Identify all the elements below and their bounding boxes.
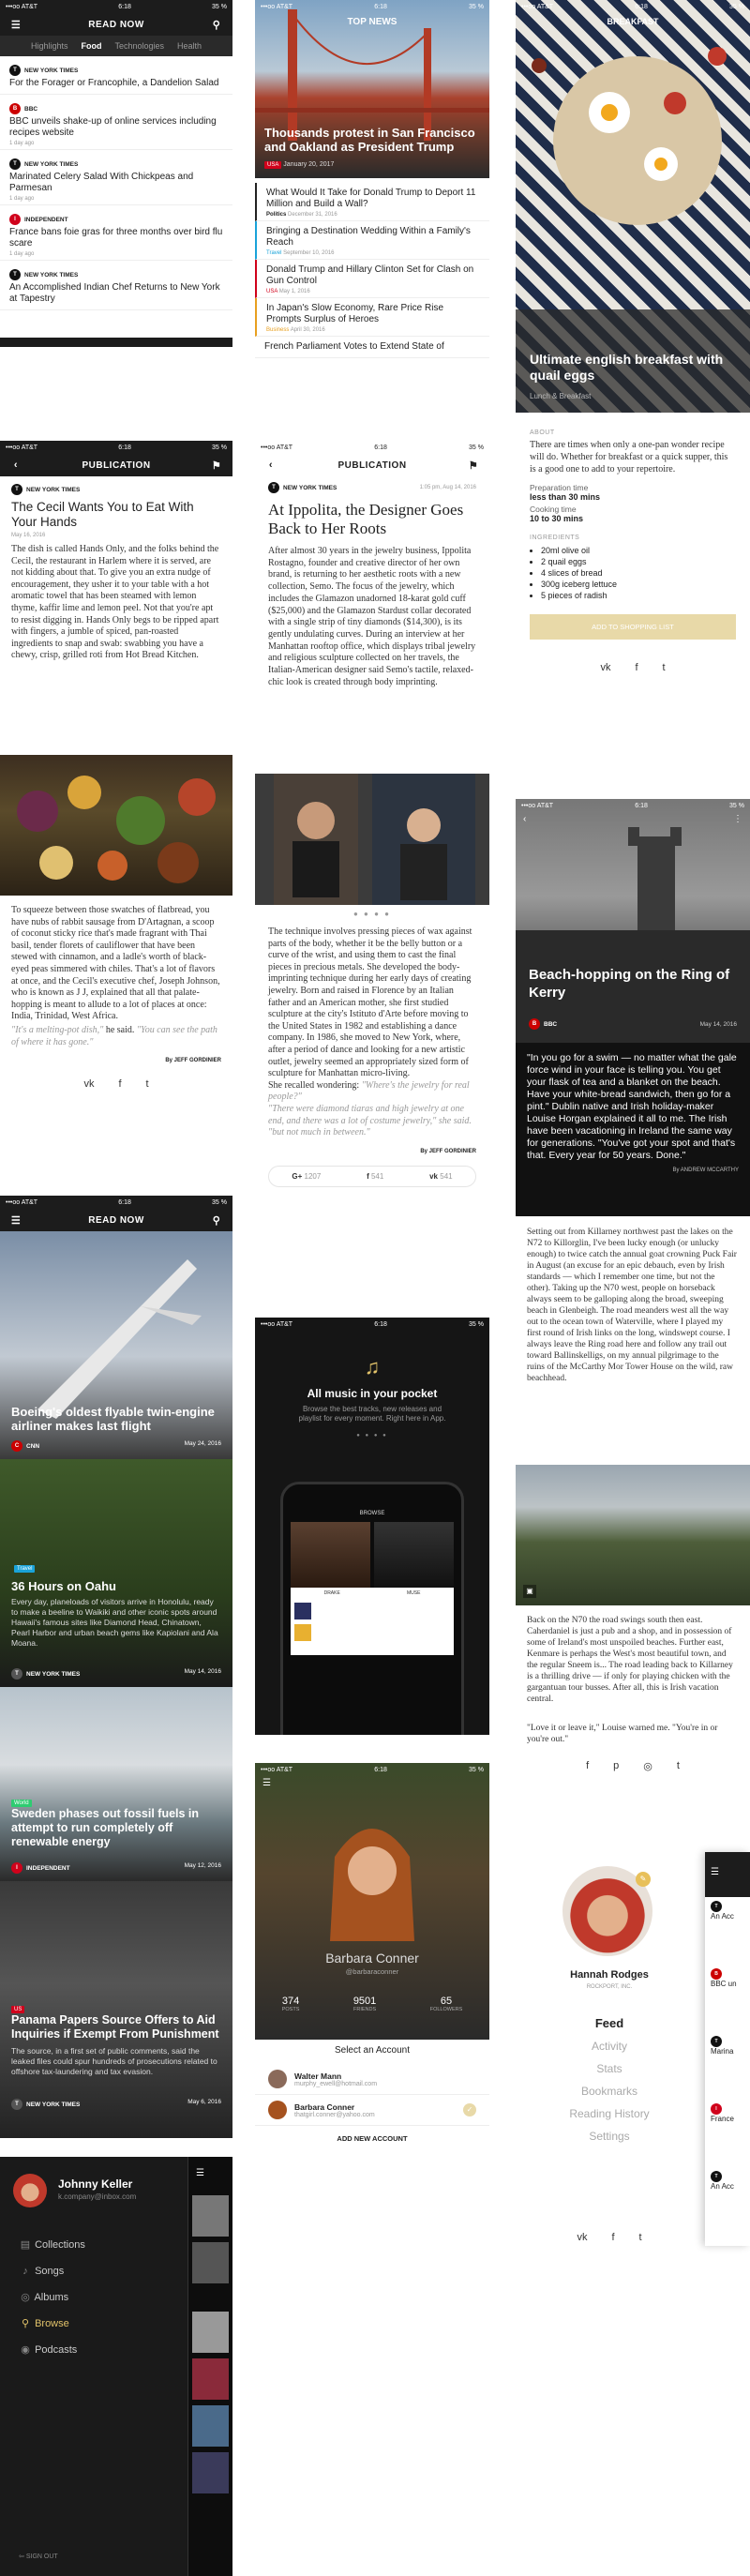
quote-block: "In you go for a swim — no matter what the gale force wind in your face is telling you. You get your flask of tea and a blanket on the beach. Have your white-bread sandwich, then go for a pint." Dublin native and Irish holiday-maker Louise Horgan explained it all to me. The Irish have been vacationing in Ireland the same way for generations. "You've got your spot and that's that. Every year for 50 years. Done." By ANDREW MCCARTHY: [516, 1043, 750, 1216]
album-art[interactable]: [192, 2358, 229, 2400]
sign-out-button[interactable]: ⇦ SIGN OUT: [19, 2553, 58, 2560]
list-item[interactable]: Bringing a Destination Wedding Within a Family's Reach Travel September 10, 2016: [255, 221, 489, 260]
menu-icon[interactable]: ☰: [196, 2168, 204, 2178]
screen-peek-list: [705, 1852, 750, 2246]
screen-publication-ippolita: •••oo AT&T 6:18 35 % ‹ PUBLICATION ⚑ T NEW YORK TIMES 1:05 pm, Aug 14, 2016 At Ippolita, the Designer Goes Back to Her Roots After almost 30 years in the jewelry business, Ippolita Rostagno, founder and creative director of her own brand, is returning to her aesthetic roots with a new collection, Semo. The focus of the jewelry, which includes the Glamazon unadorned 18-karat gold cuff ($25,000) and the Glamazon Stardust collar decorated with a single strip of tiny diamonds ($14,300), is its gently undulating curves. During an interview at her Manhattan rooftop office, which displays tribal jewelry and religious sculpture collected on her travels, the Italian-American designer said Semo's tactile, relaxed-chic look is created through body imprinting. ● ● ● ● The technique involves pressing pieces of wax against parts of the body, whether it be the belly button or a curve of the wrist, and using them to cast the final pieces in precious metals. She developed the body-imprinting technique during her early days of creating jewelry. Born and raised in Florence by an Italian father and an American mother, she first studied sculpture at the city's Istituto d'Arte before moving to the United States in 1982 and establishing a dance company. In 1986, she moved to New York, where, after a period of dance and looking for a new artistic outlet, jewelry seemed an appropriately sized form of sculpture for Manhattan micro-living. She recalled wondering: "Where's the jewelry for real people?" "There were diamond tiaras and high jewelry at one end, and there was a lot of costume jewelry," she said. "but not much in between." By JEFF GORDINIER G+ 1207 f 541 vk 541: [255, 441, 489, 1275]
album-strip: [188, 2157, 232, 2576]
menu-item-activity[interactable]: Activity: [591, 2040, 627, 2053]
menu-item-bookmarks[interactable]: Bookmarks: [580, 2085, 638, 2098]
list-item[interactable]: In Japan's Slow Economy, Rare Price Rise Prompts Surplus of Heroes Business April 30, 2016: [255, 298, 489, 337]
breakfast-illustration: [516, 0, 750, 413]
list-item[interactable]: Donald Trump and Hillary Clinton Set for Clash on Gun Control USA May 1, 2016: [255, 260, 489, 298]
album-art[interactable]: [192, 2195, 229, 2237]
pinterest-icon[interactable]: p: [613, 1760, 620, 1771]
list-item[interactable]: T NEW YORK TIMES An Accomplished Indian Chef Returns to New York at Tapestry: [0, 261, 232, 310]
page-title: READ NOW: [88, 19, 144, 30]
screen-profile-menu: ✎ Hannah Rodges ROCKPORT, INC. Feed Activity Stats Bookmarks Reading History Settings vk f t: [516, 1838, 703, 2269]
screen-account-select: •••oo AT&T 6:18 35 % ☰ Barbara Conner @barbaraconner 374 POSTS 9501 FRIENDS 65 FOLLOWERS Select an Account Walter Mann murphy_ewell@hotmail.com Barbara Conner thatgirl.conner@yahoo.com ✓ ADD NEW ACCOUNT: [255, 1763, 489, 2180]
share-bar: [11, 1069, 221, 1099]
track-row[interactable]: Coloring Book: [294, 1624, 450, 1641]
list-item[interactable]: What Would It Take for Donald Trump to Deport 11 Million and Build a Wall? Politics December 31, 2016: [255, 183, 489, 221]
bbc-logo-icon: B: [9, 103, 21, 114]
edit-icon[interactable]: ✎: [636, 1872, 651, 1887]
facebook-share[interactable]: f 541: [367, 1171, 384, 1181]
album-art[interactable]: [192, 2312, 229, 2353]
onboarding-pager[interactable]: ● ● ● ●: [356, 1433, 388, 1439]
collections-icon: ▤: [20, 2239, 31, 2251]
screen-read-now-cards: •••oo AT&T 6:18 35 % ☰ READ NOW ⚲ Boeing's oldest flyable twin-engine airliner makes last flight C CNN May 24, 2016 Travel 36 Hours on Oahu Every day, planeloads of visitors arrive in Honolulu, ready to make a beeline to Waikiki and other iconic spots around Hawaii's famous sites like Diamond Head, Chinatown, Pearl Harbor and urban beach gems like Kapiolani and Ala Moana. T NEW YORK TIMES May 14, 2016 World Sweden phases out fossil fuels in attempt to run completely off renewable energy I INDEPENDENT May 12, 2016 US Panama Papers Source Offers to Aid Inquiries if Exempt From Punishment The source, in a first set of public comments, said the leaked files could spur hundreds of prosecutions related to offshore tax-laundering and tax evasion. T NEW YORK TIMES May 6, 2016: [0, 1196, 232, 2138]
nyt-logo-icon: T: [9, 158, 21, 170]
list-item[interactable]: I INDEPENDENT France bans foie gras for three months over bird flu scare 1 day ago: [0, 205, 232, 261]
menu-icon[interactable]: ☰: [10, 1214, 22, 1227]
add-to-shopping-list-button[interactable]: ADD TO SHOPPING LIST: [530, 614, 736, 640]
more-icon[interactable]: ⋮: [733, 814, 742, 824]
vk-share[interactable]: vk 541: [429, 1171, 453, 1181]
nyt-logo-icon: T: [9, 269, 21, 280]
menu-item-songs[interactable]: ♪ Songs: [19, 2258, 85, 2284]
castle-image: •••oo AT&T 6:18 35 % ‹ ⋮ Beach-hopping on the Ring of Kerry B BBC May 14, 2016: [516, 799, 750, 1043]
nyt-logo-icon: T: [9, 65, 21, 76]
screen-recipe: [516, 0, 750, 778]
top-bar: [0, 13, 232, 36]
category-tabs: [0, 36, 232, 56]
note-icon: ♪: [22, 2266, 28, 2277]
profile-name: Barbara Conner: [325, 1951, 419, 1966]
profile-stats: 374 POSTS 9501 FRIENDS 65 FOLLOWERS: [281, 1996, 463, 2012]
menu-item-albums[interactable]: ◎ Albums: [19, 2284, 85, 2311]
page-title: PUBLICATION: [82, 459, 151, 471]
account-item[interactable]: Walter Mann murphy_ewell@hotmail.com: [255, 2064, 489, 2095]
screen-read-now: [0, 0, 232, 347]
gallery-pager[interactable]: ● ● ● ●: [353, 910, 391, 918]
profile-name: Johnny Keller: [58, 2177, 133, 2191]
bbc-logo-icon: B: [529, 1018, 540, 1030]
page-title: TOP NEWS: [347, 17, 398, 27]
page-title: READ NOW: [88, 1214, 144, 1226]
screen-side-menu: Johnny Keller k.company@inbox.com ☰ ▤ Collections ♪ Songs ◎ Albums ⚲ Browse ◉ Podcasts ⇦ SIGN OUT: [0, 2157, 232, 2576]
album-art[interactable]: [374, 1522, 454, 1588]
recipe-title: Ultimate english breakfast with quail eggs: [530, 352, 724, 383]
cnn-logo-icon: C: [11, 1440, 22, 1452]
account-item[interactable]: Barbara Conner thatgirl.conner@yahoo.com ✓: [255, 2095, 489, 2126]
nyt-logo-icon: T: [268, 482, 279, 493]
twitter-icon[interactable]: t: [662, 662, 666, 673]
check-icon: ✓: [463, 2103, 476, 2117]
twitter-icon[interactable]: t: [145, 1078, 149, 1091]
nyt-logo-icon: T: [11, 1668, 22, 1680]
news-card[interactable]: US Panama Papers Source Offers to Aid Inquiries if Exempt From Punishment The source, in a first set of public comments, said the leaked files could spur hundreds of prosecutions related to offshore tax-laundering and tax evasion. T NEW YORK TIMES May 6, 2016: [0, 1881, 232, 2138]
music-note-icon: ♫: [364, 1355, 381, 1378]
share-bar: [530, 653, 736, 683]
facebook-icon[interactable]: f: [635, 662, 638, 673]
share-bar: [527, 1751, 739, 1779]
menu-item-podcasts[interactable]: ◉ Podcasts: [19, 2337, 85, 2363]
category-label: BREAKFAST: [607, 17, 659, 26]
add-account-button[interactable]: ADD NEW ACCOUNT: [337, 2134, 408, 2143]
list-item[interactable]: T An Acc: [711, 1901, 744, 1968]
page-title: PUBLICATION: [338, 459, 407, 471]
status-bar: •••oo AT&T 6:18 35 %: [6, 3, 227, 10]
independent-logo-icon: I: [9, 214, 21, 225]
screen-publication-cecil: •••oo AT&T 6:18 35 % ‹ PUBLICATION ⚑ T NEW YORK TIMES The Cecil Wants You to Eat With Your Hands May 16, 2016 The dish is called Hands Only, and the folks behind the Cecil, the restaurant in Harlem where it is served, are not kidding about that. To give you an extra nudge of encouragement, they usher it to your table with a hot aromatic towel that has been steamed with lemon thyme, kaffir lime and lemon peel. Not that you're apt to resist digging in. Hands Only begs to be ripped apart with fingers, a jumble of spiced, pan-roasted ingredients to snap and swab: swabbing you have a chewy, crisp, grilled roti from Hot Bread Kitchen. To squeeze between those swatches of flatbread, you have nubs of rabbit sausage from D'Artagnan, a scoop of coconut sticky rice that's made fragrant with Thai basil, tender florets of cauliflower that have been stewed with cinnamon, and a ladle's worth of black-eyed peas simmered with chiles. That's a lot of flavors at once, and the Cecil's executive chef, Joseph Johnson, who is known as J J, explained that all that palate-hopping is meant to allude to a lot of places at once: India, Trinidad, West Africa. "It's a melting-pot dish," he said. "You can see the path of where it has gone." By JEFF GORDINIER vk f t: [0, 441, 232, 1182]
nyt-logo-icon: T: [11, 2099, 22, 2110]
news-list: [255, 183, 489, 358]
hero-headline: Thousands protest in San Francisco and Oakland as President Trump: [264, 126, 475, 154]
album-art[interactable]: [192, 2242, 229, 2283]
menu-icon[interactable]: ☰: [10, 19, 22, 31]
search-icon[interactable]: ⚲: [212, 1214, 221, 1227]
article-headline: The Cecil Wants You to Eat With Your Hands: [11, 500, 194, 529]
avatar: [268, 2070, 287, 2088]
hero-image[interactable]: •••oo AT&T 6:18 35 % TOP NEWS Thousands protest in San Francisco and Oakland as President Trump USA January 20, 2017: [255, 0, 489, 178]
vk-icon[interactable]: vk: [600, 662, 611, 673]
tab-technologies[interactable]: Technologies: [114, 41, 165, 51]
news-list: [0, 56, 232, 338]
landscape-image: [516, 1465, 750, 1605]
back-icon[interactable]: ‹: [268, 459, 274, 471]
independent-logo-icon: I: [11, 1862, 22, 1874]
screen-travel-article: •••oo AT&T 6:18 35 % ‹ ⋮ Beach-hopping on the Ring of Kerry B BBC May 14, 2016 "In you go for a swim — no matter what the gale force wind in your face is telling you. You get your flask of tea and a blanket on the beach. Have your white-bread sandwich, then go for a pint." Dublin native and Irish holiday-maker Louise Horgan explained it all to me. The Irish have been vacationing in Ireland the same way for generations. "You've got your spot and that's that. Every year for 50 years. Done." By ANDREW MCCARTHY Setting out from Killarney northwest past the lakes on the N72 to Killorglin, I've been lucky enough (or unlucky enough) to twice catch the annual goat crowning Puck Fair in August (an excuse for an epic debauch, even by Irish standards — which I remember one time, but not the other). Taking up the N70 west, people on horseback always seem to be galloping along the broad, sweeping beach in Glenbeigh. The road meanders west all the way out to the ocean town of Waterville, where I played my first round of Irish links on the long, windswept course. I always leave the Ring road here and follow any trail out toward Ballinskelligs, on my annual pilgrimage to the ruins of the McCarthy Mor Tower House on the wild, raw beachhead. ▣ Back on the N70 the road swings south then east. Caherdaniel is just a pub and a shop, and in possession of some of Ireland's most unspoiled beaches. Further east, Kenmare is perhaps the West's most beautiful town, and the regular Sneem is... The road leading back to Killarney is a thrilling drive — if only for playing chicken with the gargantuan tour busses. After all, this is Irish vacation central. "Love it or leave it," Louise warned me. "You're in or you're out." f p ◎ t: [516, 799, 750, 1779]
nyt-logo-icon: T: [11, 484, 22, 495]
vegetables-image: [0, 755, 232, 896]
podcast-icon: ◉: [21, 2344, 30, 2356]
news-card[interactable]: Travel 36 Hours on Oahu Every day, planeloads of visitors arrive in Honolulu, ready to make a beeline to Waikiki and other iconic spots around Hawaii's famous sites like Diamond Head, Chinatown, Pearl Harbor and urban beach gems like Kapiolani and Ala Moana. T NEW YORK TIMES May 14, 2016: [0, 1459, 232, 1687]
menu-item-settings[interactable]: Settings: [589, 2130, 630, 2143]
article-headline: Beach-hopping on the Ring of Kerry: [529, 967, 730, 1001]
ingredients-list: • 20ml olive oil • 2 quail eggs • 4 slices of bread • 300g iceberg lettuce • 5 pieces of radish: [541, 545, 736, 601]
menu-item-stats[interactable]: Stats: [596, 2062, 622, 2075]
disc-icon: ◎: [21, 2292, 30, 2303]
menu-icon[interactable]: ☰: [262, 1778, 271, 1788]
menu-icon[interactable]: ☰: [705, 1852, 750, 1897]
list-item[interactable]: B BBC un: [711, 1968, 744, 2036]
gallery-icon[interactable]: ▣: [523, 1585, 536, 1598]
list-item[interactable]: T NEW YORK TIMES Marinated Celery Salad With Chickpeas and Parmesan 1 day ago: [0, 150, 232, 205]
back-icon[interactable]: ‹: [13, 459, 19, 471]
album-art[interactable]: [192, 2452, 229, 2493]
news-card[interactable]: World Sweden phases out fossil fuels in attempt to run completely off renewable energy I INDEPENDENT May 12, 2016: [0, 1687, 232, 1881]
screen-music-onboarding: •••oo AT&T 6:18 35 % ♫ All music in your pocket Browse the best tracks, new releases and playlist for every moment. Right here in App. ● ● ● ● BROWSE DRAKE MUSE Run the Jewels 3 Coloring Book: [255, 1318, 489, 1735]
list-item[interactable]: French Parliament Votes to Extend State of: [255, 337, 489, 358]
tab-health[interactable]: Health: [177, 41, 202, 51]
instagram-icon[interactable]: ◎: [643, 1761, 652, 1772]
avatar: [268, 2101, 287, 2119]
album-art[interactable]: [192, 2405, 229, 2447]
album-art[interactable]: [291, 1522, 370, 1588]
vk-icon[interactable]: vk: [577, 2232, 588, 2243]
phone-mockup: BROWSE DRAKE MUSE Run the Jewels 3 Coloring Book: [280, 1482, 464, 1735]
share-bar: [516, 2222, 703, 2252]
facebook-icon[interactable]: f: [118, 1078, 122, 1091]
side-menu-list: [19, 2232, 85, 2363]
screen-top-news: [255, 0, 489, 420]
avatar[interactable]: [13, 2174, 47, 2207]
list-item[interactable]: T An Acc: [711, 2171, 744, 2238]
list-item[interactable]: T NEW YORK TIMES For the Forager or Francophile, a Dandelion Salad: [0, 56, 232, 95]
account-list: [255, 2064, 489, 2151]
track-row[interactable]: Run the Jewels 3: [294, 1603, 450, 1619]
gallery-image[interactable]: [255, 774, 489, 905]
search-icon: ⚲: [21, 2318, 30, 2329]
profile-hero: •••oo AT&T 6:18 35 % ☰ Barbara Conner @barbaraconner 374 POSTS 9501 FRIENDS 65 FOLLOWERS: [255, 1763, 489, 2040]
tab-highlights[interactable]: Highlights: [30, 41, 68, 51]
tab-food[interactable]: Food: [81, 41, 102, 51]
article-headline: At Ippolita, the Designer Goes Back to Her Roots: [268, 501, 464, 537]
bookmark-icon[interactable]: ⚑: [211, 459, 222, 472]
google-plus-share[interactable]: G+ 1207: [292, 1171, 322, 1181]
search-icon[interactable]: ⚲: [212, 19, 221, 31]
list-item[interactable]: I France: [711, 2103, 744, 2171]
recipe-details: ABOUT There are times when only a one-pan wonder recipe will do. Whether for breakfast or a quick supper, this is a good one to add to your repertoire. Preparation time less than 30 mins Cooking time 10 to 30 mins INGREDIENTS • 20ml olive oil • 2 quail eggs • 4 slices of bread • 300g iceberg lettuce • 5 pieces of radish ADD TO SHOPPING LIST vk f t: [530, 429, 736, 683]
twitter-icon[interactable]: t: [638, 2232, 642, 2243]
bookmark-icon[interactable]: ⚑: [468, 459, 479, 472]
profile-menu: [516, 2011, 703, 2147]
menu-item-feed[interactable]: Feed: [594, 2016, 624, 2030]
twitter-icon[interactable]: t: [676, 1760, 680, 1771]
back-icon[interactable]: ‹: [523, 814, 527, 824]
list-item[interactable]: T Marina: [711, 2036, 744, 2103]
menu-item-browse[interactable]: ⚲ Browse: [19, 2311, 85, 2337]
hero-image[interactable]: •••oo AT&T 6:18 35 % BREAKFAST Ultimate english breakfast with quail eggs Lunch & Breakfast: [516, 0, 750, 413]
facebook-icon[interactable]: f: [586, 1760, 590, 1771]
menu-item-collections[interactable]: ▤ Collections: [19, 2232, 85, 2258]
profile-name: Hannah Rodges: [570, 1969, 649, 1981]
menu-item-reading-history[interactable]: Reading History: [569, 2107, 650, 2120]
news-card[interactable]: Boeing's oldest flyable twin-engine airliner makes last flight C CNN May 24, 2016: [0, 1231, 232, 1459]
facebook-icon[interactable]: f: [611, 2232, 615, 2243]
list-item[interactable]: B BBC BBC unveils shake-up of online services including recipes website 1 day ago: [0, 95, 232, 150]
vk-icon[interactable]: vk: [83, 1078, 95, 1091]
share-counts: [268, 1166, 476, 1187]
sign-out-icon: ⇦: [19, 2553, 24, 2560]
